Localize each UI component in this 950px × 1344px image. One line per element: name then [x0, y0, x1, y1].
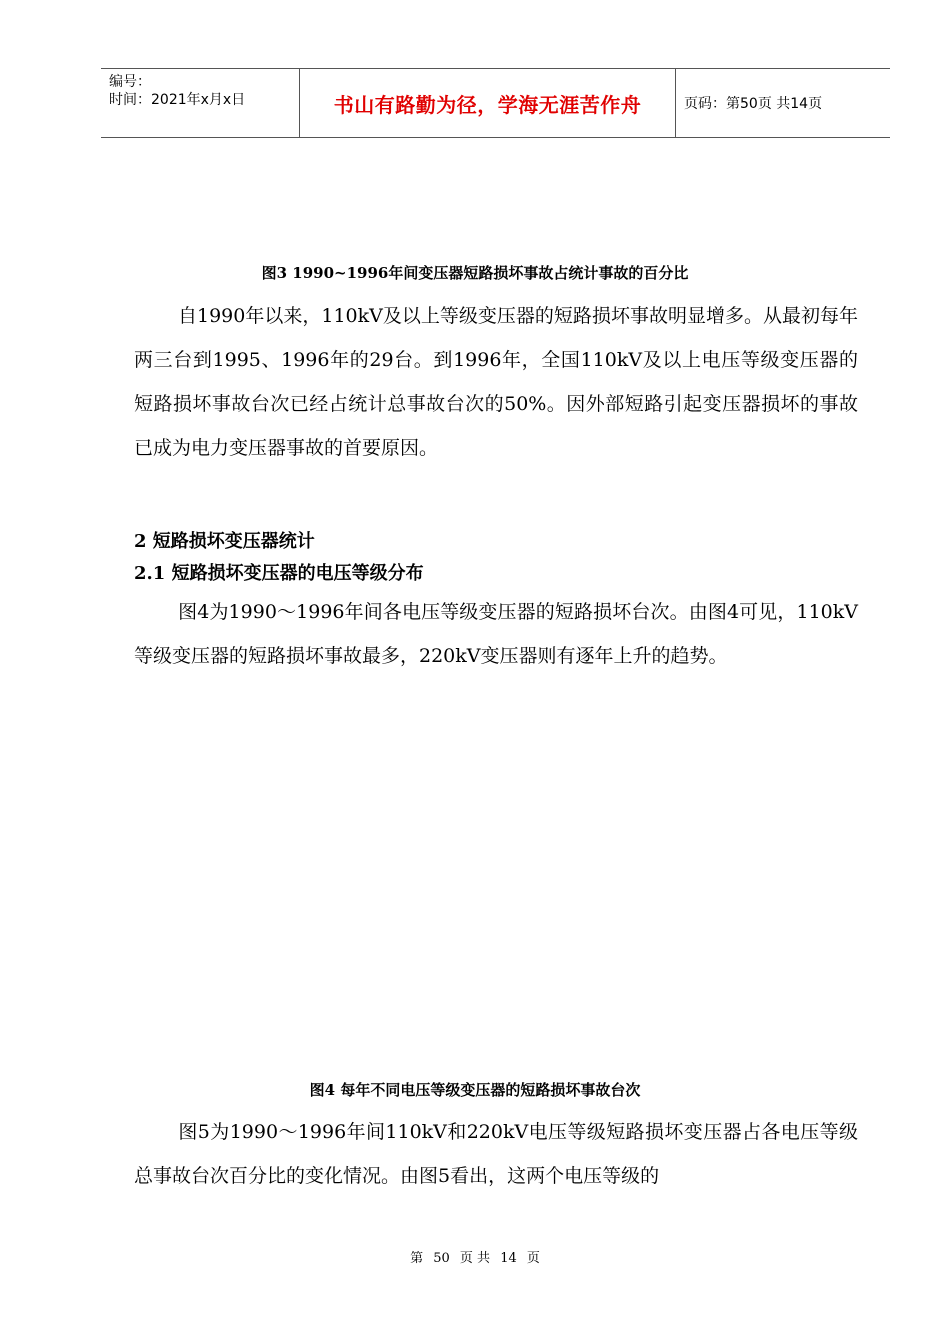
section-2-heading: 2 短路损坏变压器统计 — [134, 531, 315, 552]
footer-suffix: 页 — [526, 1251, 540, 1266]
paragraph-2-text: 图4为1990～1996年间各电压等级变压器的短路损坏台次。由图4可见，110kV等级变压器的短路损坏事故最多，220kV变压器则有逐年上升的趋势。 — [134, 601, 858, 667]
paragraph-3-text: 图5为1990～1996年间110kV和220kV电压等级短路损坏变压器占各电压等级总事故台次百分比的变化情况。由图5看出，这两个电压等级的 — [134, 1121, 858, 1187]
footer-total-pages: 14 — [500, 1251, 517, 1266]
footer-mid: 页 共 — [459, 1251, 491, 1266]
footer-prefix: 第 — [410, 1251, 424, 1266]
figure4-caption: 图4 每年不同电压等级变压器的短路损坏事故台次 — [309, 1081, 641, 1099]
page-header — [101, 68, 890, 138]
figure3-caption: 图3 1990~1996年间变压器短路损坏事故占统计事故的百分比 — [261, 264, 689, 282]
page-footer — [0, 1247, 950, 1266]
section-2-1-heading: 2.1 短路损坏变压器的电压等级分布 — [134, 563, 424, 584]
header-motto: 书山有路勤为径，学海无涯苦作舟 — [300, 69, 676, 137]
paragraph-2 — [134, 590, 858, 678]
header-page-info: 页码：第50页 共14页 — [684, 96, 823, 112]
time-label: 时间：2021年x月x日 — [109, 92, 246, 108]
paragraph-3 — [134, 1110, 858, 1198]
footer-current-page: 50 — [433, 1251, 450, 1266]
paragraph-1 — [134, 294, 858, 470]
header-meta — [101, 69, 300, 137]
number-label: 编号： — [109, 74, 151, 90]
paragraph-1-text: 自1990年以来，110kV及以上等级变压器的短路损坏事故明显增多。从最初每年两三台到1995、1996年的29台。到1996年，全国110kV及以上电压等级变压器的短路损坏事故台次已经占统计总事故台次的50%。因外部短路引起变压器损坏的事故已成为电力变压器事故的首要原因。 — [134, 305, 858, 459]
